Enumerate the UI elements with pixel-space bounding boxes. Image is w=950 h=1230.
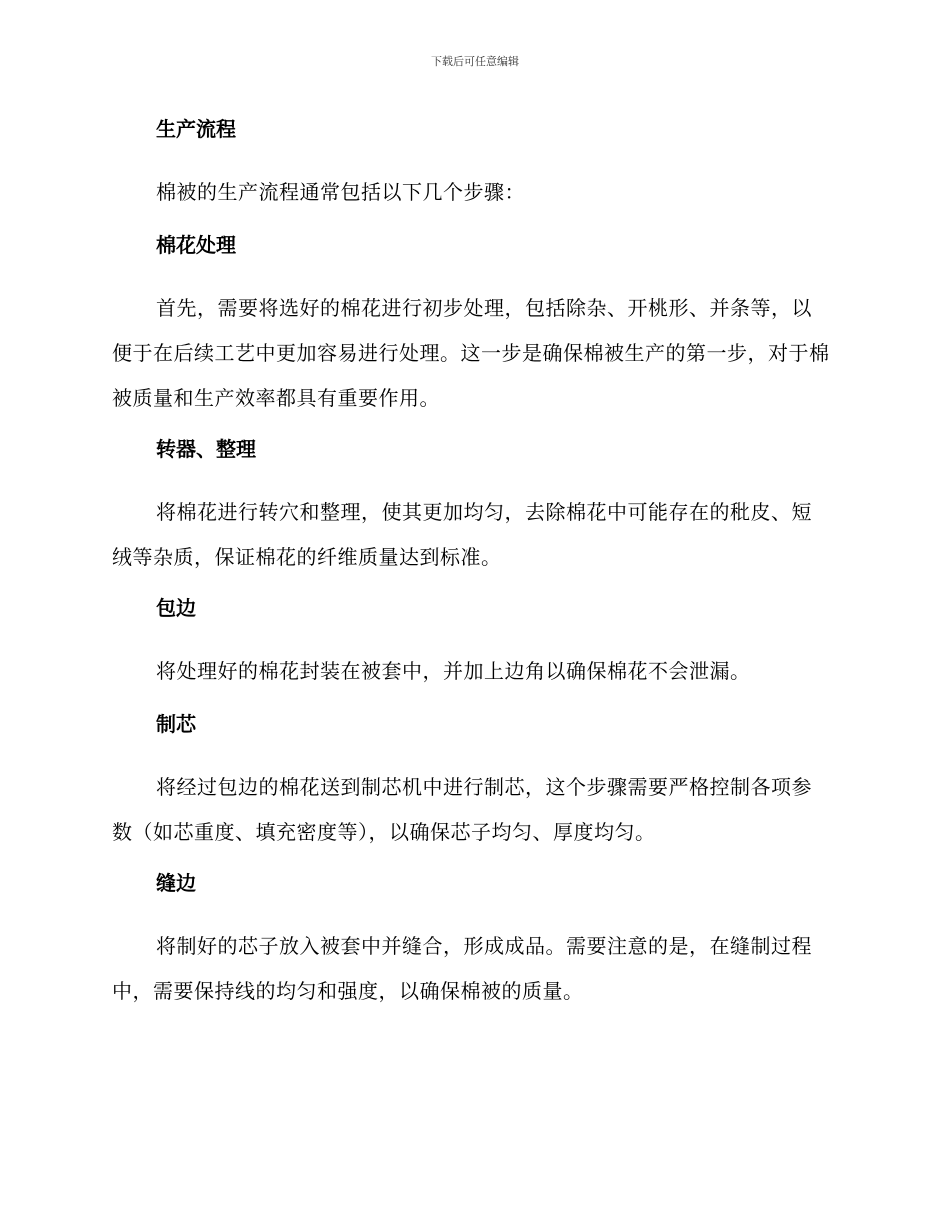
section-heading: 制芯 [156, 712, 196, 736]
section-paragraph: 将经过包边的棉花送到制芯机中进行制芯，这个步骤需要严格控制各项参数（如芯重度、填充密度等），以确保芯子均匀、厚度均匀。 [112, 775, 812, 844]
section-paragraph: 将处理好的棉花封装在被套中，并加上边角以确保棉花不会泄漏。 [156, 659, 751, 683]
section-heading: 转器、整理 [156, 437, 256, 461]
section-paragraph: 棉被的生产流程通常包括以下几个步骤： [156, 180, 525, 204]
section-heading: 棉花处理 [156, 233, 236, 257]
section-heading: 生产流程 [156, 117, 236, 141]
section-heading: 包边 [156, 596, 196, 620]
section-paragraph: 将制好的芯子放入被套中并缝合，形成成品。需要注意的是，在缝制过程中，需要保持线的均匀和强度，以确保棉被的质量。 [112, 934, 812, 1003]
document-body [112, 114, 832, 1027]
section-heading: 缝边 [156, 871, 196, 895]
section-paragraph: 首先，需要将选好的棉花进行初步处理，包括除杂、开桃形、并条等，以便于在后续工艺中更加容易进行处理。这一步是确保棉被生产的第一步，对于棉被质量和生产效率都具有重要作用。 [112, 296, 830, 410]
section-paragraph: 将棉花进行转穴和整理，使其更加均匀，去除棉花中可能存在的秕皮、短绒等杂质，保证棉花的纤维质量达到标准。 [112, 500, 812, 569]
header-note: 下载后可任意编辑 [431, 55, 519, 68]
